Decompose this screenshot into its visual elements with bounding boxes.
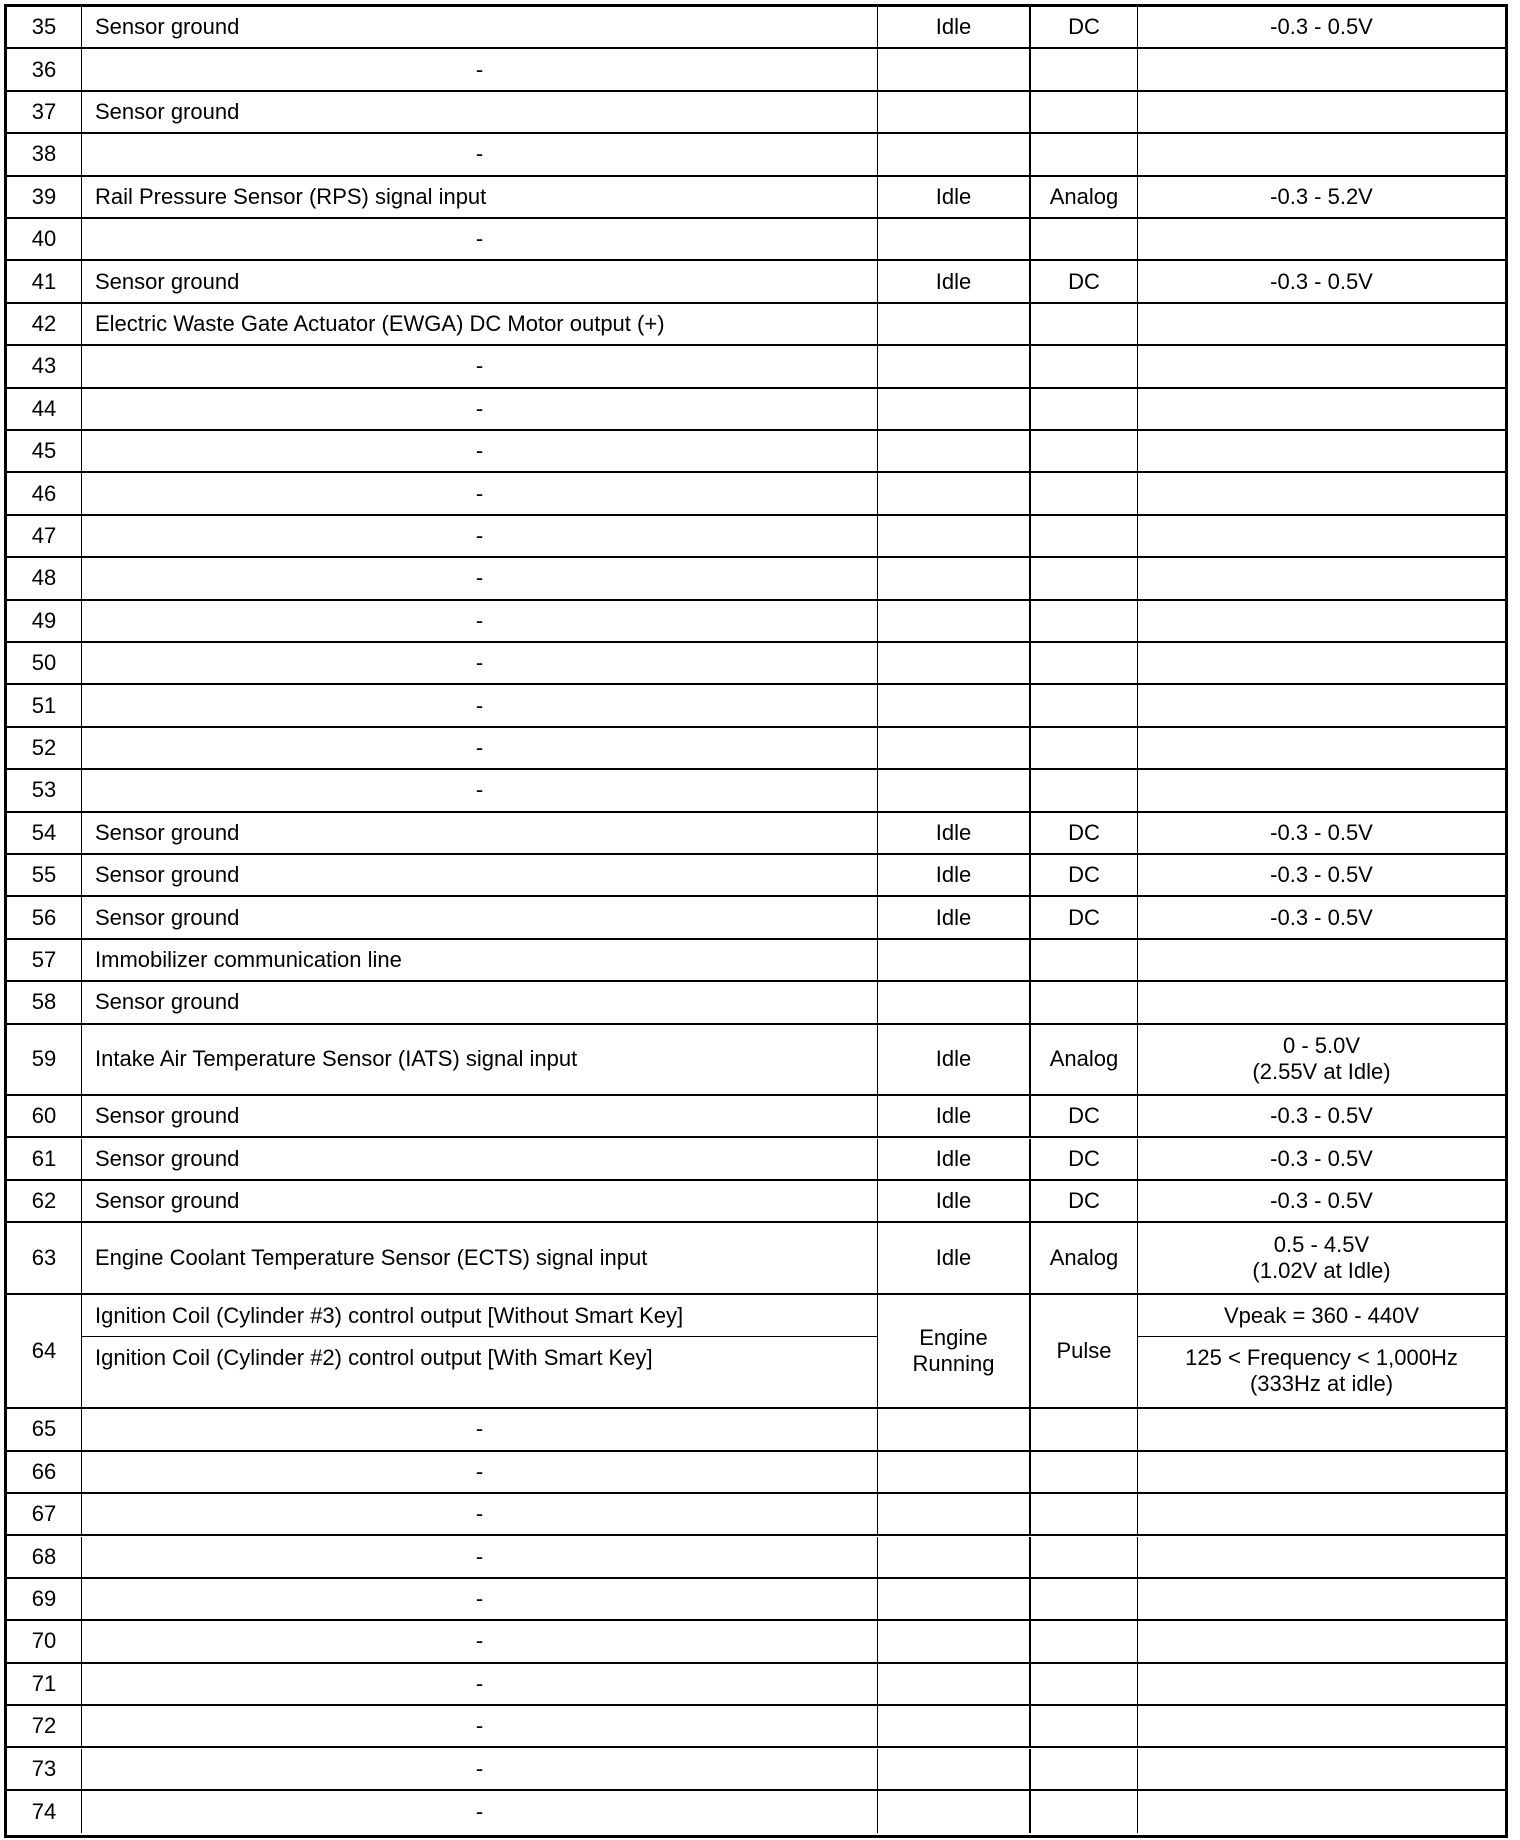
signal-type	[1031, 1706, 1138, 1746]
pin-number: 73	[7, 1749, 82, 1789]
table-row	[7, 1494, 1505, 1536]
table-row	[7, 516, 1505, 558]
pin-description: Electric Waste Gate Actuator (EWGA) DC Motor output (+)	[82, 304, 878, 344]
signal-type: DC	[1031, 897, 1138, 937]
signal-level	[1138, 685, 1505, 725]
test-condition-line1: Engine	[919, 1325, 988, 1351]
table-row	[7, 177, 1505, 219]
pin-number: 39	[7, 177, 82, 217]
signal-type	[1031, 134, 1138, 174]
test-condition: Idle	[878, 1096, 1031, 1136]
signal-type	[1031, 431, 1138, 471]
signal-level-range: 0.5 - 4.5V	[1273, 1232, 1370, 1258]
test-condition	[878, 1791, 1031, 1833]
pin-description: Sensor ground	[82, 92, 878, 132]
signal-level	[1138, 1749, 1505, 1789]
test-condition	[878, 1409, 1031, 1449]
pin-number: 61	[7, 1139, 82, 1179]
signal-level: -0.3 - 5.2V	[1270, 183, 1373, 209]
test-condition	[878, 1537, 1031, 1577]
test-condition: Idle	[878, 1025, 1031, 1095]
table-row	[7, 1025, 1505, 1097]
pin-description: -	[82, 770, 878, 810]
signal-type	[1031, 219, 1138, 259]
signal-type: DC	[1031, 855, 1138, 895]
signal-level	[1138, 601, 1505, 641]
frequency-range: 125 < Frequency < 1,000Hz	[1185, 1344, 1458, 1370]
signal-level	[1138, 728, 1505, 768]
test-condition	[878, 1494, 1031, 1534]
table-row	[7, 558, 1505, 600]
pin-number: 40	[7, 219, 82, 259]
table-row	[7, 1452, 1505, 1494]
signal-level	[1138, 92, 1505, 132]
signal-type: Analog	[1031, 177, 1138, 217]
signal-type	[1031, 685, 1138, 725]
pin-description: Sensor ground	[82, 1096, 878, 1136]
pin-number: 35	[7, 7, 82, 47]
signal-level: -0.3 - 0.5V	[1270, 862, 1373, 888]
pin-description: -	[82, 1664, 878, 1704]
pin-number: 62	[7, 1181, 82, 1221]
signal-level-range: 0 - 5.0V	[1282, 1033, 1361, 1059]
pin-description: -	[82, 728, 878, 768]
pin-number: 70	[7, 1621, 82, 1661]
signal-type	[1031, 49, 1138, 89]
table-row	[7, 7, 1505, 49]
signal-type: DC	[1031, 7, 1138, 47]
signal-level: -0.3 - 0.5V	[1270, 904, 1373, 930]
pin-specification-table	[4, 4, 1508, 1838]
pin-description: -	[82, 685, 878, 725]
signal-type	[1031, 728, 1138, 768]
pin-number: 47	[7, 516, 82, 556]
test-condition	[878, 685, 1031, 725]
pin-description: -	[82, 49, 878, 89]
pin-description: Sensor ground	[82, 813, 878, 853]
table-row	[7, 473, 1505, 515]
pin-number: 50	[7, 643, 82, 683]
pin-number: 74	[7, 1791, 82, 1833]
table-row	[7, 1096, 1505, 1138]
signal-type	[1031, 601, 1138, 641]
signal-type	[1031, 516, 1138, 556]
signal-level	[1138, 473, 1505, 513]
signal-level	[1138, 1223, 1505, 1293]
pin-description: -	[82, 346, 878, 386]
signal-type	[1031, 473, 1138, 513]
pin-description: -	[82, 1706, 878, 1746]
signal-type	[1031, 389, 1138, 429]
pin-number: 36	[7, 49, 82, 89]
table-row	[7, 219, 1505, 261]
signal-type	[1031, 1791, 1138, 1833]
signal-type	[1031, 1749, 1138, 1789]
pin-description: -	[82, 601, 878, 641]
pin-description: -	[82, 643, 878, 683]
pin-description: -	[82, 431, 878, 471]
pin-number: 48	[7, 558, 82, 598]
signal-type: DC	[1031, 813, 1138, 853]
signal-level	[1138, 643, 1505, 683]
test-condition	[878, 728, 1031, 768]
pin-description: Sensor ground	[82, 1139, 878, 1179]
pin-description: -	[82, 1537, 878, 1577]
signal-level	[1138, 134, 1505, 174]
pin-number: 57	[7, 940, 82, 980]
table-row	[7, 1139, 1505, 1181]
test-condition	[878, 1664, 1031, 1704]
pin-number: 68	[7, 1537, 82, 1577]
pin-description: Sensor ground	[82, 982, 878, 1022]
test-condition	[878, 1295, 1031, 1408]
test-condition: Idle	[878, 897, 1031, 937]
pin-number: 65	[7, 1409, 82, 1449]
pin-description	[82, 1295, 878, 1408]
signal-level: -0.3 - 0.5V	[1270, 1188, 1373, 1214]
pin-number: 45	[7, 431, 82, 471]
test-condition	[878, 601, 1031, 641]
test-condition	[878, 431, 1031, 471]
table-row	[7, 685, 1505, 727]
pin-description: -	[82, 1494, 878, 1534]
pin-description: Sensor ground	[82, 7, 878, 47]
pin-number: 69	[7, 1579, 82, 1619]
signal-level	[1138, 304, 1505, 344]
signal-type	[1031, 1664, 1138, 1704]
pin-number: 53	[7, 770, 82, 810]
test-condition	[878, 1579, 1031, 1619]
pin-description: -	[82, 1452, 878, 1492]
table-row	[7, 304, 1505, 346]
table-row	[7, 1409, 1505, 1451]
signal-level	[1138, 1791, 1505, 1833]
signal-type: DC	[1031, 1139, 1138, 1179]
signal-type	[1031, 1621, 1138, 1661]
test-condition: Idle	[878, 813, 1031, 853]
signal-type	[1031, 940, 1138, 980]
test-condition	[878, 389, 1031, 429]
pin-description: Engine Coolant Temperature Sensor (ECTS) signal input	[82, 1223, 878, 1293]
test-condition	[878, 1621, 1031, 1661]
signal-level	[1138, 1579, 1505, 1619]
pin-number: 72	[7, 1706, 82, 1746]
test-condition: Idle	[878, 1223, 1031, 1293]
pin-number: 71	[7, 1664, 82, 1704]
test-condition: Idle	[878, 7, 1031, 47]
test-condition	[878, 346, 1031, 386]
table-row	[7, 389, 1505, 431]
pin-number: 63	[7, 1223, 82, 1293]
table-row	[7, 728, 1505, 770]
test-condition: Idle	[878, 1139, 1031, 1179]
pin-description: Rail Pressure Sensor (RPS) signal input	[82, 177, 878, 217]
table-row	[7, 49, 1505, 91]
table-row	[7, 431, 1505, 473]
pin-number: 64	[7, 1295, 82, 1408]
pin-description: Sensor ground	[82, 1181, 878, 1221]
pin-description: -	[82, 473, 878, 513]
test-condition	[878, 92, 1031, 132]
signal-type	[1031, 558, 1138, 598]
table-row	[7, 770, 1505, 812]
pin-number: 38	[7, 134, 82, 174]
table-row	[7, 346, 1505, 388]
signal-level	[1138, 1706, 1505, 1746]
table-row	[7, 1537, 1505, 1579]
table-row	[7, 261, 1505, 303]
pin-description: Intake Air Temperature Sensor (IATS) signal input	[82, 1025, 878, 1095]
pin-number: 59	[7, 1025, 82, 1095]
signal-level	[1138, 1295, 1505, 1408]
test-condition	[878, 770, 1031, 810]
table-row	[7, 1791, 1505, 1833]
pin-description: -	[82, 1791, 878, 1833]
test-condition	[878, 1749, 1031, 1789]
pin-description: Sensor ground	[82, 855, 878, 895]
table-row	[7, 813, 1505, 855]
signal-type	[1031, 304, 1138, 344]
signal-type	[1031, 770, 1138, 810]
signal-level	[1138, 1409, 1505, 1449]
pin-number: 46	[7, 473, 82, 513]
signal-type	[1031, 982, 1138, 1022]
pin-number: 54	[7, 813, 82, 853]
signal-level	[1138, 558, 1505, 598]
table-row	[7, 92, 1505, 134]
signal-level: -0.3 - 0.5V	[1270, 1103, 1373, 1129]
table-row	[7, 601, 1505, 643]
pin-number: 49	[7, 601, 82, 641]
signal-level	[1138, 389, 1505, 429]
pin-description: -	[82, 1409, 878, 1449]
pin-number: 66	[7, 1452, 82, 1492]
pin-description: -	[82, 1749, 878, 1789]
signal-level	[1138, 1025, 1505, 1095]
signal-level-at-idle: (1.02V at Idle)	[1252, 1258, 1391, 1284]
pin-description: -	[82, 134, 878, 174]
pin-number: 42	[7, 304, 82, 344]
test-condition	[878, 516, 1031, 556]
signal-level	[1138, 770, 1505, 810]
table-row	[7, 1579, 1505, 1621]
table-row	[7, 940, 1505, 982]
test-condition	[878, 643, 1031, 683]
pin-number: 60	[7, 1096, 82, 1136]
signal-level	[1138, 431, 1505, 471]
signal-type	[1031, 346, 1138, 386]
pin-description-with-smart-key: Ignition Coil (Cylinder #2) control output [With Smart Key]	[95, 1344, 653, 1370]
test-condition-line2: Running	[912, 1351, 995, 1377]
signal-level	[1138, 1452, 1505, 1492]
table-row	[7, 855, 1505, 897]
signal-type: DC	[1031, 261, 1138, 301]
signal-type: Pulse	[1031, 1295, 1138, 1408]
signal-level	[1138, 1537, 1505, 1577]
signal-level-at-idle: (2.55V at Idle)	[1252, 1059, 1391, 1085]
signal-level: -0.3 - 0.5V	[1270, 268, 1373, 294]
signal-level	[1138, 346, 1505, 386]
pin-number: 58	[7, 982, 82, 1022]
signal-level	[1138, 1494, 1505, 1534]
signal-level-frequency	[1138, 1337, 1505, 1408]
table-row	[7, 1223, 1505, 1295]
pin-description: Sensor ground	[82, 261, 878, 301]
signal-type	[1031, 1537, 1138, 1577]
pin-number: 55	[7, 855, 82, 895]
pin-description: -	[82, 1621, 878, 1661]
signal-type	[1031, 1579, 1138, 1619]
pin-description: Immobilizer communication line	[82, 940, 878, 980]
signal-type: DC	[1031, 1181, 1138, 1221]
signal-level	[1138, 49, 1505, 89]
signal-level	[1138, 982, 1505, 1022]
test-condition	[878, 940, 1031, 980]
signal-level: -0.3 - 0.5V	[1270, 819, 1373, 845]
table-row	[7, 897, 1505, 939]
signal-type: Analog	[1031, 1223, 1138, 1293]
pin-number: 41	[7, 261, 82, 301]
signal-level	[1138, 1621, 1505, 1661]
table-row	[7, 982, 1505, 1024]
signal-level: -0.3 - 0.5V	[1270, 1145, 1373, 1171]
table-row	[7, 643, 1505, 685]
pin-description: -	[82, 219, 878, 259]
test-condition	[878, 982, 1031, 1022]
test-condition: Idle	[878, 855, 1031, 895]
test-condition	[878, 304, 1031, 344]
test-condition	[878, 219, 1031, 259]
test-condition	[878, 49, 1031, 89]
pin-number: 37	[7, 92, 82, 132]
signal-type: Analog	[1031, 1025, 1138, 1095]
signal-type	[1031, 1494, 1138, 1534]
pin-number: 44	[7, 389, 82, 429]
pin-number: 43	[7, 346, 82, 386]
signal-level-vpeak: Vpeak = 360 - 440V	[1138, 1295, 1505, 1337]
pin-description: -	[82, 1579, 878, 1619]
pin-number: 52	[7, 728, 82, 768]
table-row	[7, 1706, 1505, 1748]
pin-description-without-smart-key: Ignition Coil (Cylinder #3) control output [Without Smart Key]	[82, 1295, 877, 1337]
table-row	[7, 1181, 1505, 1223]
table-row	[7, 1664, 1505, 1706]
pin-description: -	[82, 558, 878, 598]
signal-type	[1031, 1409, 1138, 1449]
signal-type	[1031, 1452, 1138, 1492]
test-condition: Idle	[878, 177, 1031, 217]
table-row	[7, 1621, 1505, 1663]
signal-level	[1138, 219, 1505, 259]
signal-level	[1138, 516, 1505, 556]
pin-description: -	[82, 516, 878, 556]
test-condition	[878, 1452, 1031, 1492]
test-condition: Idle	[878, 1181, 1031, 1221]
table-row	[7, 1295, 1505, 1410]
signal-type	[1031, 643, 1138, 683]
pin-description: -	[82, 389, 878, 429]
test-condition	[878, 558, 1031, 598]
test-condition	[878, 1706, 1031, 1746]
test-condition	[878, 134, 1031, 174]
table-row	[7, 1749, 1505, 1791]
signal-level	[1138, 1664, 1505, 1704]
pin-number: 67	[7, 1494, 82, 1534]
test-condition: Idle	[878, 261, 1031, 301]
pin-number: 56	[7, 897, 82, 937]
test-condition	[878, 473, 1031, 513]
table-row	[7, 134, 1505, 176]
signal-type	[1031, 92, 1138, 132]
signal-level: -0.3 - 0.5V	[1270, 14, 1373, 40]
frequency-at-idle: (333Hz at idle)	[1249, 1370, 1394, 1396]
pin-number: 51	[7, 685, 82, 725]
pin-description: Sensor ground	[82, 897, 878, 937]
signal-type: DC	[1031, 1096, 1138, 1136]
signal-level	[1138, 940, 1505, 980]
